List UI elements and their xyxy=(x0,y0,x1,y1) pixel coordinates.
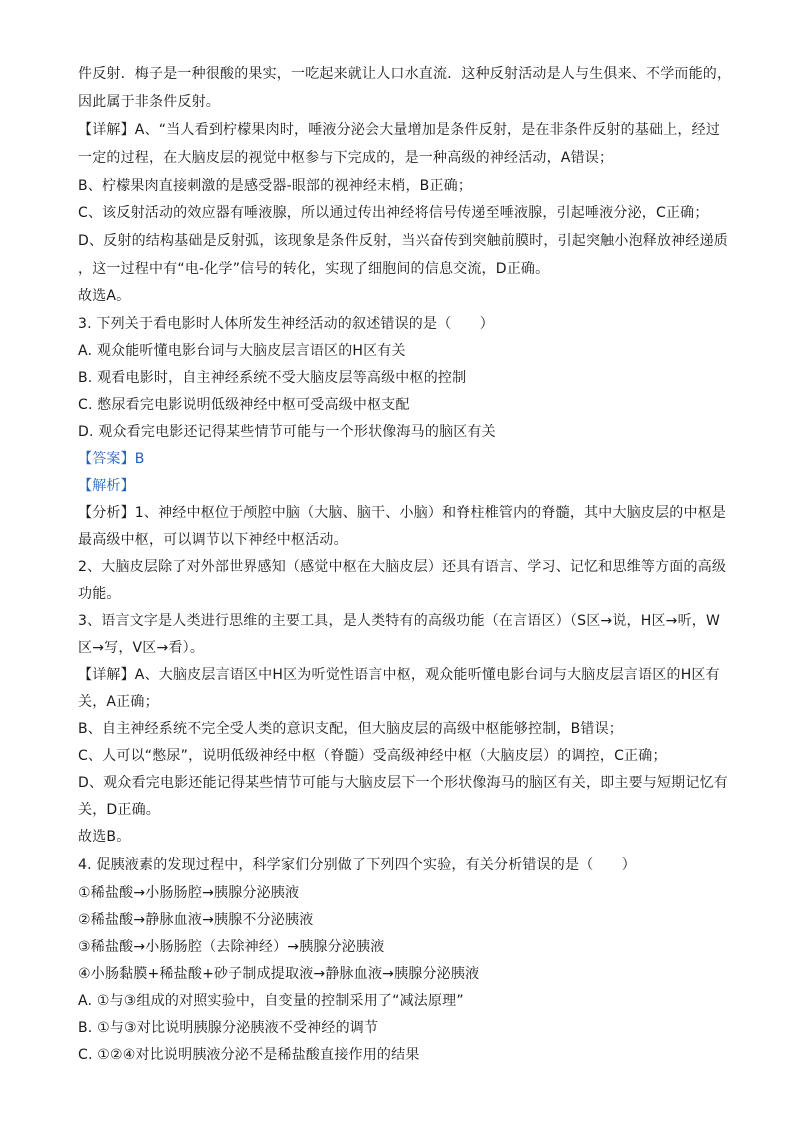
text-line-27: D、观众看完电影还能记得某些情节可能与大脑皮层下一个形状像海马的脑区有关，即主要与短期记忆有 xyxy=(78,775,728,791)
analysis-line-4: 功能。 xyxy=(78,586,121,602)
experiment-4: ④小肠黏膜+稀盐酸+砂子制成提取液→静脉血液→胰腺分泌胰液 xyxy=(78,966,480,982)
question-4-stem: 4. 促胰液素的发现过程中，科学家们分别做了下列四个实验，有关分析错误的是（ ） xyxy=(78,857,637,873)
analysis-line-5: 3、语言文字是人类进行思维的主要工具，是人类特有的高级功能（在言语区）（S区→说，H区→听，W xyxy=(78,613,721,629)
text-line-24: 关，A正确； xyxy=(78,694,159,710)
text-line-7: D、反射的结构基础是反射弧，该现象是条件反射，当兴奋传到突触前膜时，引起突触小泡释放神经递质 xyxy=(78,233,728,249)
text-line-1: 件反射．梅子是一种很酸的果实，一吃起来就让人口水直流．这种反射活动是人与生俱来、不学而能的， xyxy=(78,66,732,82)
analysis-line-3: 2、大脑皮层除了对外部世界感知（感觉中枢在大脑皮层）还具有语言、学习、记忆和思维等方面的高级 xyxy=(78,559,727,575)
experiment-2: ②稀盐酸→静脉血液→胰腺不分泌胰液 xyxy=(78,912,314,928)
question-3-option-b: B. 观看电影时，自主神经系统不受大脑皮层等高级中枢的控制 xyxy=(78,370,467,386)
question-4-option-a: A. ①与③组成的对照实验中，自变量的控制采用了“减法原理” xyxy=(78,993,464,1009)
text-line-5: B、柠檬果肉直接刺激的是感受器-眼部的视神经末梢，B正确； xyxy=(78,178,473,194)
analysis-line-1: 【分析】1、神经中枢位于颅腔中脑（大脑、脑干、小脑）和脊柱椎管内的脊髓，其中大脑皮层的中枢是 xyxy=(78,505,727,521)
answer-choice-line: 故选A。 xyxy=(78,288,131,304)
question-3-option-a: A. 观众能听懂电影台词与大脑皮层言语区的H区有关 xyxy=(78,343,406,359)
text-line-2: 因此属于非条件反射。 xyxy=(78,94,220,110)
detail-line-2: 【详解】A、大脑皮层言语区中H区为听觉性语言中枢，观众能听懂电影台词与大脑皮层言语区的H区有 xyxy=(78,667,720,683)
question-4-option-b: B. ①与③对比说明胰腺分泌胰液不受神经的调节 xyxy=(78,1020,379,1036)
question-3-option-c: C. 憋尿看完电影说明低级神经中枢可受高级中枢支配 xyxy=(78,397,410,413)
text-line-8: ，这一过程中有“电-化学”信号的转化，实现了细胞间的信息交流，D正确。 xyxy=(78,261,550,277)
text-line-4: 一定的过程，在大脑皮层的视觉中枢参与下完成的，是一种高级的神经活动，A错误； xyxy=(78,150,614,166)
question-3-stem: 3. 下列关于看电影时人体所发生神经活动的叙述错误的是（ ） xyxy=(78,316,495,332)
experiment-3: ③稀盐酸→小肠肠腔（去除神经）→胰腺分泌胰液 xyxy=(78,939,385,955)
analysis-label: 【解析】 xyxy=(78,478,135,494)
experiment-1: ①稀盐酸→小肠肠腔→胰腺分泌胰液 xyxy=(78,885,300,901)
text-line-25: B、自主神经系统不完全受人类的意识支配，但大脑皮层的高级中枢能够控制，B错误； xyxy=(78,721,624,737)
analysis-line-6: 区→写，V区→看）。 xyxy=(78,640,205,656)
text-line-26: C、人可以“憋尿”，说明低级神经中枢（脊髓）受高级神经中枢（大脑皮层）的调控，C正确； xyxy=(78,748,667,764)
question-3-option-d: D. 观众看完电影还记得某些情节可能与一个形状像海马的脑区有关 xyxy=(78,424,496,440)
answer-choice-line-2: 故选B。 xyxy=(78,829,131,845)
analysis-line-2: 最高级中枢，可以调节以下神经中枢活动。 xyxy=(78,532,348,548)
text-line-28: 关，D正确。 xyxy=(78,802,160,818)
text-line-6: C、该反射活动的效应器有唾液腺，所以通过传出神经将信号传递至唾液腺，引起唾液分泌，C正确； xyxy=(78,205,709,221)
question-4-option-c: C. ①②④对比说明胰液分泌不是稀盐酸直接作用的结果 xyxy=(78,1047,420,1063)
answer-label: 【答案】B xyxy=(78,451,145,467)
detail-line-1: 【详解】A、“当人看到柠檬果肉时，唾液分泌会大量增加是条件反射，是在非条件反射的基础上，经过 xyxy=(78,122,721,138)
